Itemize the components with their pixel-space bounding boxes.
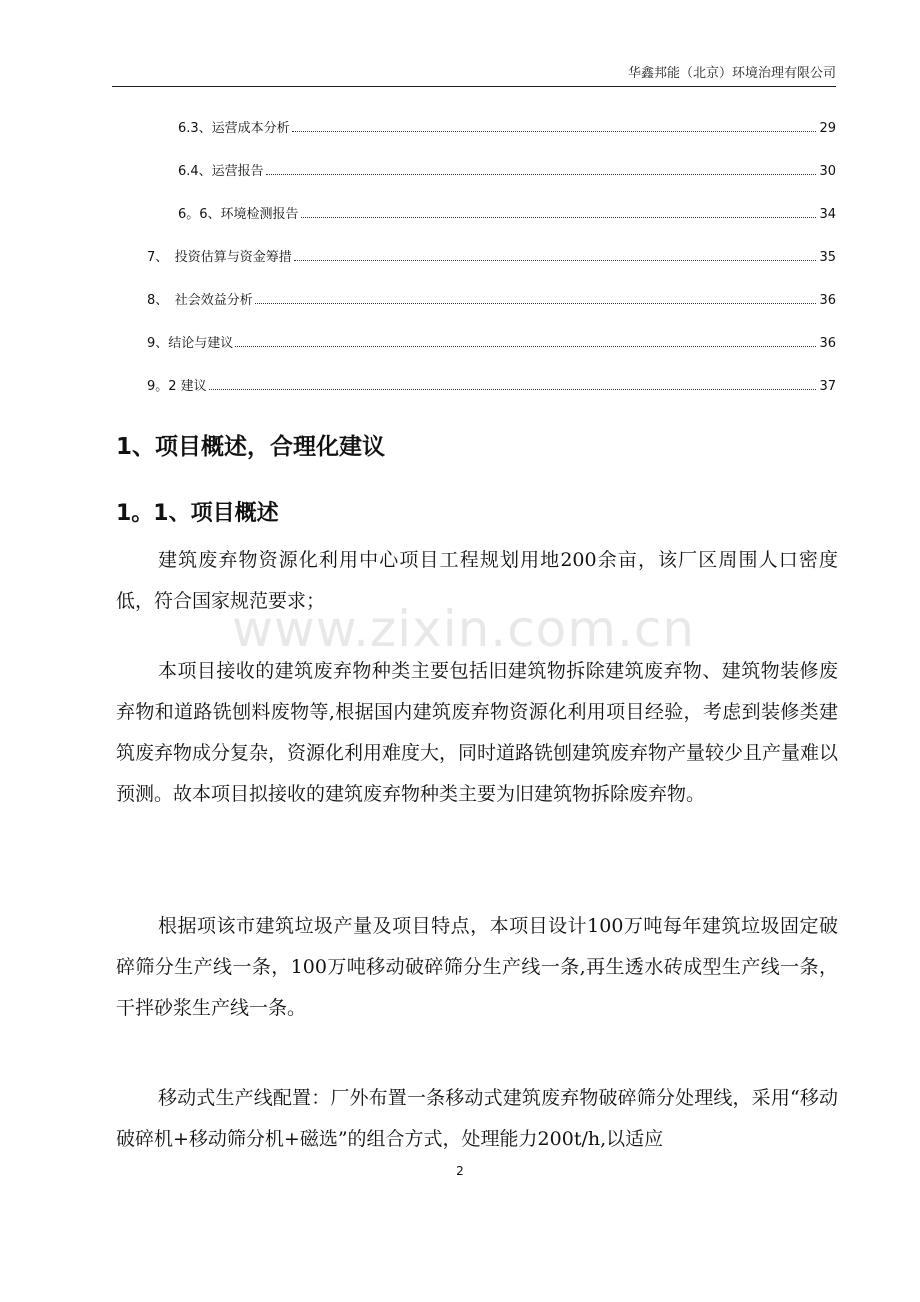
toc-entry-page: 35 <box>819 250 836 265</box>
toc-entry[interactable] <box>147 374 836 394</box>
toc-entry-page: 29 <box>819 121 836 136</box>
toc-entry-label: 6.3、运营成本分析 <box>178 121 290 136</box>
toc-entry-label: 9。2 建议 <box>147 379 207 394</box>
toc-entry-label: 7、 投资估算与资金筹措 <box>147 250 292 265</box>
toc-entry[interactable] <box>178 116 836 136</box>
toc-entry-page: 34 <box>819 207 836 222</box>
section-heading: 1、项目概述，合理化建议 <box>116 434 386 460</box>
toc-entry[interactable] <box>178 202 836 222</box>
body-paragraph: 建筑废弃物资源化利用中心项目工程规划用地200余亩，该厂区周围人口密度低，符合国家规范要求； <box>116 549 838 612</box>
body-paragraph: 本项目接收的建筑废弃物种类主要包括旧建筑物拆除建筑废弃物、建筑物装修废弃物和道路铣刨料废物等,根据国内建筑废弃物资源化利用项目经验，考虑到装修类建筑废弃物成分复杂，资源化利用难度大，同时道路铣刨建筑废弃物产量较少且产量难以预测。故本项目拟接收的建筑废弃物种类主要为旧建筑物拆除废弃物。 <box>116 660 839 805</box>
toc-leader-dots <box>255 302 816 304</box>
toc-leader-dots <box>292 130 816 132</box>
subsection-heading: 1。1、项目概述 <box>116 501 279 526</box>
toc-entry-page: 36 <box>819 336 836 351</box>
toc-entry[interactable] <box>147 288 836 308</box>
page-header <box>112 62 836 87</box>
toc-entry-label: 9、结论与建议 <box>147 336 234 351</box>
toc-entry-page: 30 <box>819 164 836 179</box>
toc-entry-page: 37 <box>819 379 836 394</box>
toc-leader-dots <box>235 345 816 347</box>
body-paragraph: 移动式生产线配置：厂外布置一条移动式建筑废弃物破碎筛分处理线，采用“移动破碎机+移动筛分机+磁选”的组合方式，处理能力200t/h,以适应 <box>116 1087 838 1150</box>
toc-entry-label: 6。6、环境检测报告 <box>178 207 299 222</box>
toc-leader-dots <box>301 216 816 218</box>
toc-entry[interactable] <box>147 245 836 265</box>
toc-entry[interactable] <box>147 331 836 351</box>
toc-entry-label: 8、 社会效益分析 <box>147 293 253 308</box>
toc-leader-dots <box>209 388 816 390</box>
toc-entry-label: 6.4、运营报告 <box>178 164 264 179</box>
body-paragraph: 根据项该市建筑垃圾产量及项目特点，本项目设计100万吨每年建筑垃圾固定破碎筛分生产线一条，100万吨移动破碎筛分生产线一条,再生透水砖成型生产线一条，干拌砂浆生产线一条。 <box>116 915 838 1019</box>
toc-leader-dots <box>266 173 816 175</box>
toc-entry[interactable] <box>178 159 836 179</box>
company-name: 华鑫邦能（北京）环境治理有限公司 <box>627 66 836 81</box>
toc-entry-page: 36 <box>819 293 836 308</box>
page-number: 2 <box>456 1164 464 1178</box>
watermark: www.zixin.com.cn <box>232 600 696 658</box>
toc-leader-dots <box>294 259 816 261</box>
